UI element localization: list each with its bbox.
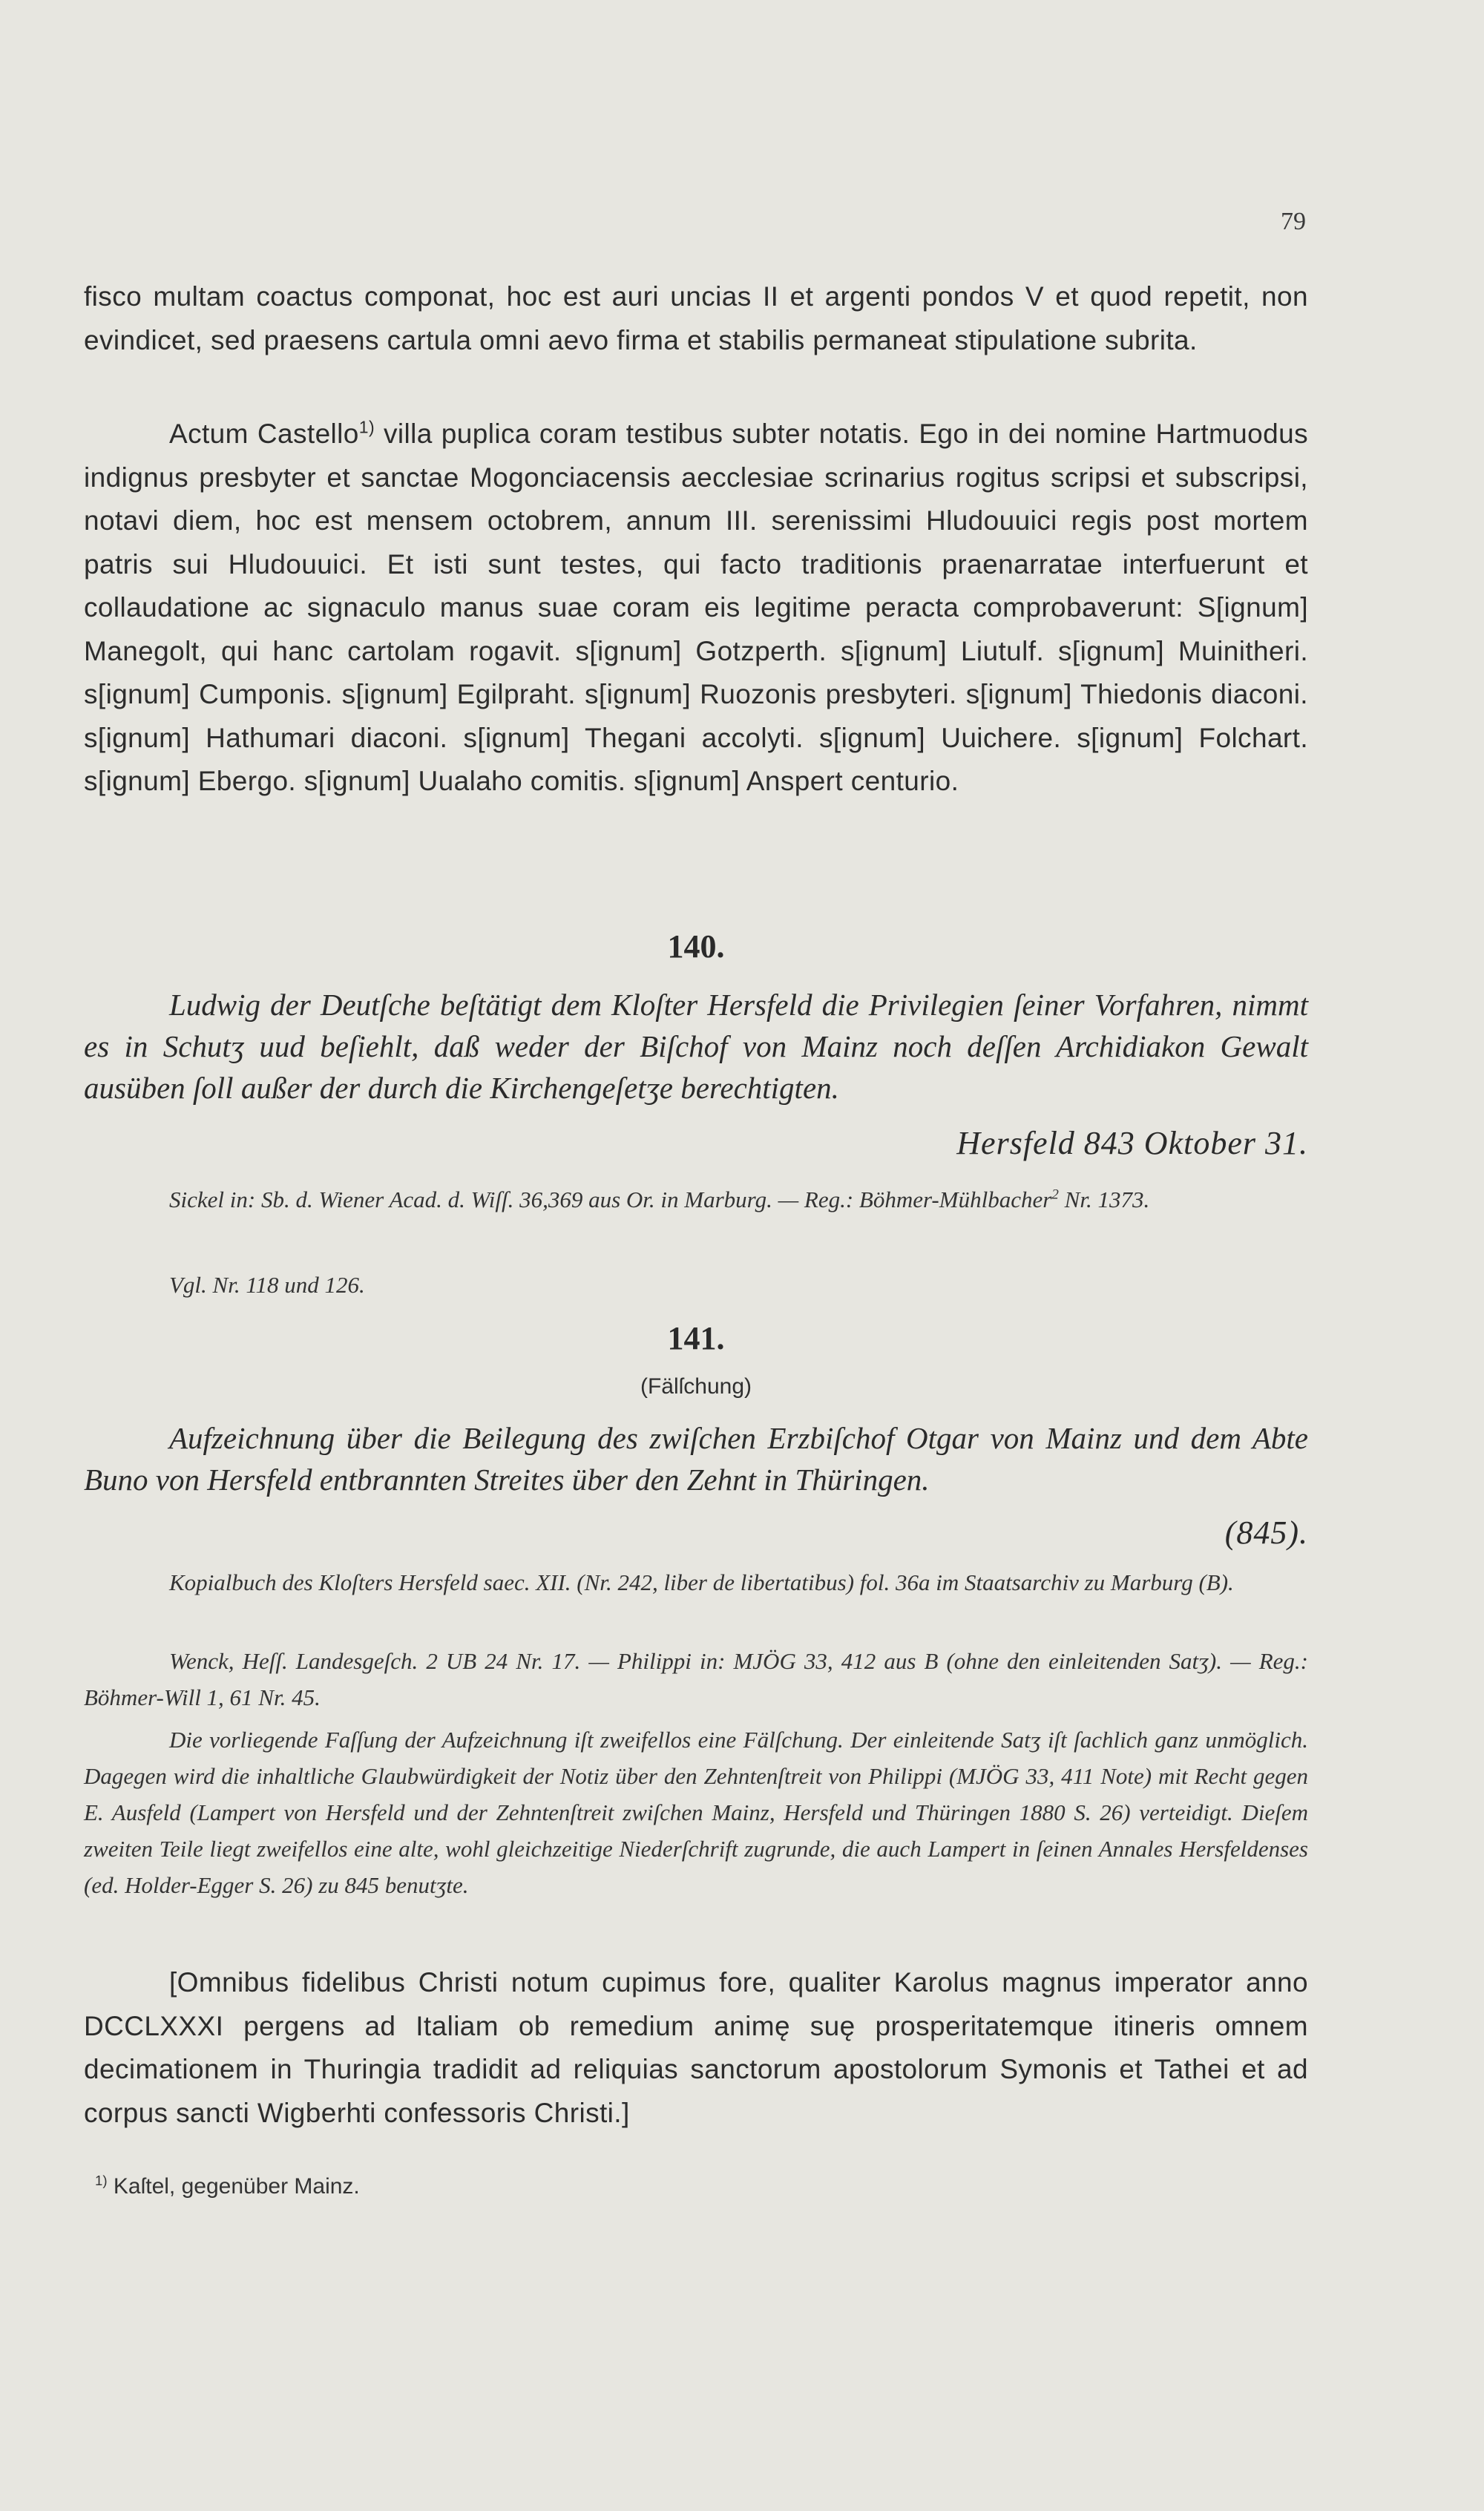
doc140-number: 140. [667,928,725,965]
doc140-dating: Hersfeld 843 Oktober 31. [956,1125,1308,1161]
doc141-regest: Aufzeichnung über die Beilegung des zwiſchen Erzbiſchof Otgar von Mainz und dem Abte Buno von Hersfeld entbrannten Streites über den Zehnt in Thüringen. [84,1421,1308,1497]
doc139-paragraph-2 [84,413,1308,804]
edition-superscript: 2 [1051,1186,1059,1203]
doc141-text: [Omnibus fidelibus Christi notum cupimus fore, qualiter Karolus magnus imperator anno DCCLXXXI pergens ad Italiam ob remedium animę suę prosperitatemque itineris omnem decimationem in Thuringia tradidit ad reliquias sanctorum apostolorum Symonis et Tathei et ad corpus sancti Wigberhti confessoris Christi.] [84,1967,1308,2128]
footnote [84,2174,1308,2199]
footnote-reference: 1) [358,417,375,437]
doc140-reference: Vgl. Nr. 118 und 126. [169,1272,365,1298]
doc141-source-2: Wenck, Heſſ. Landesgeſch. 2 UB 24 Nr. 17. — Philippi in: MJÖG 33, 412 aus B (ohne den einleitenden Satʒ). — Reg.: Böhmer-Will 1, 61 Nr. 45. [84,1648,1308,1710]
footnote-text: Kaſtel, gegenüber Mainz. [107,2174,360,2199]
doc141-dating: (845). [1224,1514,1308,1551]
doc139-paragraph-2-rest: villa puplica coram testibus subter notatis. Ego in dei nomine Hartmuodus indignus presbyter et sanctae Mogonciacensis aecclesiae scrinarius rogitus scripsi et subscripsi, notavi diem, hoc est mensem octobrem, annum III. serenissimi Hludouuici regis post mortem patris sui Hludouuici. Et isti sunt testes, qui facto traditionis praenarratae interfuerunt et collaudatione ac signaculo manus suae coram eis legitime peracta comprobaverunt: S[ignum] Manegolt, qui hanc cartolam rogavit. s[ignum] Gotzperth. s[ignum] Liutulf. s[ignum] Muinitheri. s[ignum] Cumponis. s[ignum] Egilpraht. s[ignum] Ruozonis presbyteri. s[ignum] Thiedonis diaconi. s[ignum] Hathumari diaconi. s[ignum] Thegani accolyti. s[ignum] Uuichere. s[ignum] Folchart. s[ignum] Ebergo. s[ignum] Uualaho comitis. s[ignum] Anspert centurio. [84,418,1308,796]
doc141-source-1: Kopialbuch des Kloſters Hersfeld saec. XII. (Nr. 242, liber de libertatibus) fol. 36a im Staatsarchiv zu Marburg (B). [169,1569,1234,1595]
doc140-source [84,1181,1308,1218]
doc139-paragraph-1: fisco multam coactus componat, hoc est auri uncias II et argenti pondos V et quod repetit, non evindicet, sed praesens cartula omni aevo firma et stabilis permaneat stipulatione subrita. [84,281,1308,355]
page-number: 79 [1281,208,1306,235]
doc139-paragraph-2-start: Actum Castello [169,418,359,449]
doc141-number: 141. [667,1320,725,1356]
footnote-marker: 1) [95,2173,108,2188]
doc141-commentary: Die vorliegende Faſſung der Aufzeichnung iſt zweifellos eine Fälſchung. Der einleitende Satʒ iſt ſachlich ganz unmöglich. Dagegen wird die inhaltliche Glaubwürdigkeit der Notiz über den Zehntenſtreit von Philippi (MJÖG 33, 411 Note) mit Recht gegen E. Ausfeld (Lampert von Hersfeld und der Zehntenſtreit zwiſchen Mainz, Hersfeld und Thüringen 1880 S. 26) verteidigt. Dieſem zweiten Teile liegt zweifellos eine alte, wohl gleichzeitige Niederſchrift zugrunde, die auch Lampert in ſeinen Annales Hersfeldenses (ed. Holder-Egger S. 26) zu 845 benutʒte. [84,1727,1308,1898]
doc140-regest: Ludwig der Deutſche beſtätigt dem Kloſter Hersfeld die Privilegien ſeiner Vorfahren, nimmt es in Schutʒ uud beſiehlt, daß weder der Biſchof von Mainz noch deſſen Archidiakon Gewalt ausüben ſoll außer der durch die Kirchengeſetʒe berechtigten. [84,988,1308,1105]
doc141-subtitle: (Fälſchung) [640,1374,752,1399]
doc140-source-start: Sickel in: Sb. d. Wiener Acad. d. Wiſſ. 36,369 aus Or. in Marburg. — Reg.: Böhmer-Mühlbacher [169,1186,1052,1212]
doc140-source-rest: Nr. 1373. [1058,1186,1150,1212]
